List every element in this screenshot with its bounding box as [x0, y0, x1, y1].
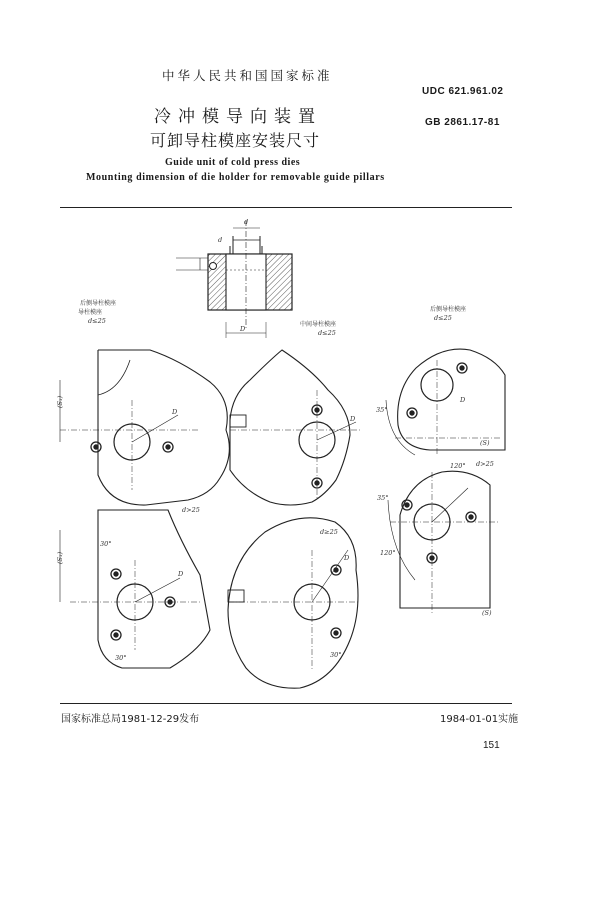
view-diagonal-large	[388, 471, 500, 615]
angle-120-a: 120°	[450, 462, 466, 470]
national-standard-heading: 中华人民共和国国家标准	[162, 68, 333, 83]
angle-30-c: 30°	[330, 651, 342, 659]
label-d-gt-25-b: d>25	[476, 460, 494, 468]
view-center-small	[230, 350, 360, 505]
dim-D-d: D	[178, 570, 184, 578]
gb-code: GB 2861.17-81	[425, 117, 500, 128]
implementation-date: 1984-01-01实施	[440, 714, 519, 725]
bottom-rule	[60, 703, 512, 704]
dim-d1-label: d	[218, 236, 223, 244]
dim-D-b: D	[350, 415, 356, 423]
technical-drawing	[50, 210, 520, 700]
page-number: 151	[483, 740, 500, 751]
dim-S-c: (S)	[480, 439, 490, 447]
angle-35-b: 35°	[377, 494, 389, 502]
angle-30-b: 30°	[115, 654, 127, 662]
title-en-line1: Guide unit of cold press dies	[165, 157, 301, 168]
top-rule	[60, 207, 512, 208]
angle-120-b: 120°	[380, 549, 396, 557]
dim-S1-a: (S₁)	[56, 395, 64, 408]
view-rear-large	[60, 510, 210, 668]
label-d-le-25-b: d≤25	[318, 329, 336, 337]
dim-D-a: D	[172, 408, 178, 416]
dim-S1-d: (S₁)	[56, 551, 64, 564]
label-d-ge-25: d≥25	[320, 528, 338, 536]
dim-D-label: D	[240, 325, 246, 333]
angle-35-a: 35°	[376, 406, 388, 414]
title-cn-line1: 冷冲模导向装置	[154, 107, 322, 127]
dim-S-f: (S)	[482, 609, 492, 617]
label-center-holder: 中间导柱模座	[300, 321, 337, 328]
view-rear-small	[60, 350, 229, 505]
issued-date: 国家标准总局1981-12-29发布	[61, 714, 200, 725]
udc-code: UDC 621.961.02	[422, 86, 504, 97]
label-d-le-25-c: d≤25	[434, 314, 452, 322]
label-diagonal-holder: 后侧导柱模座	[430, 306, 467, 313]
dim-D-e: D	[344, 554, 350, 562]
section-view	[176, 220, 292, 338]
view-center-large	[228, 518, 360, 688]
angle-30-a: 30°	[100, 540, 112, 548]
title-cn-line2: 可卸导柱模座安装尺寸	[150, 131, 321, 150]
label-rear-holder: 后侧导柱模座	[80, 300, 117, 307]
dim-d-label: d	[244, 218, 249, 226]
title-en-line2: Mounting dimension of die holder for removable guide pillars	[86, 172, 385, 183]
label-rear-holder-sub: 导柱模座	[78, 309, 103, 316]
label-d-le-25-a: d≤25	[88, 317, 106, 325]
dim-D-c: D	[460, 396, 466, 404]
label-d-gt-25-a: d>25	[182, 506, 200, 514]
